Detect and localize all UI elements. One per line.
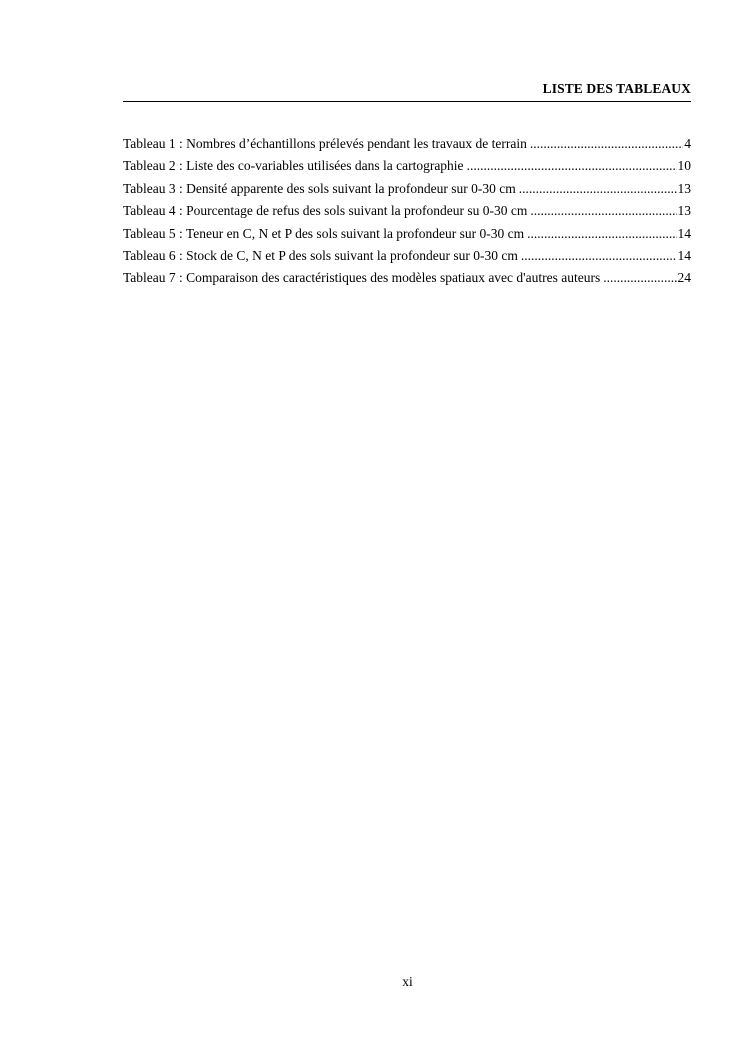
toc-entry-page: 4 [684, 136, 691, 151]
dot-leader [527, 223, 676, 245]
dot-leader [603, 267, 676, 289]
toc-entry-label: Tableau 1 : Nombres d’échantillons prélevés pendant les travaux de terrain [123, 136, 527, 151]
toc-entry[interactable] [123, 223, 691, 245]
dot-leader [519, 178, 677, 200]
page-header [123, 80, 691, 102]
toc-entry[interactable] [123, 133, 691, 155]
toc-entry-label: Tableau 3 : Densité apparente des sols suivant la profondeur sur 0-30 cm [123, 180, 516, 196]
toc-entry-page: 13 [677, 203, 691, 219]
toc-entry-page: 14 [677, 247, 691, 263]
toc-entry-page: 13 [677, 180, 691, 196]
table-list [123, 133, 691, 290]
page-number: xi [402, 974, 413, 989]
page-footer [0, 973, 745, 991]
toc-entry-label: Tableau 2 : Liste des co-variables utilisées dans la cartographie [123, 158, 464, 174]
dot-leader [467, 155, 677, 177]
toc-entry[interactable] [123, 267, 691, 289]
toc-entry[interactable] [123, 245, 691, 267]
dot-leader [530, 133, 683, 155]
toc-entry-label: Tableau 5 : Teneur en C, N et P des sols suivant la profondeur sur 0-30 cm [123, 225, 525, 241]
toc-entry[interactable] [123, 178, 691, 200]
dot-leader [530, 200, 676, 222]
toc-entry-page: 14 [677, 225, 691, 241]
toc-entry-page: 24 [677, 270, 691, 286]
toc-entry-label: Tableau 7 : Comparaison des caractéristiques des modèles spatiaux avec d'autres auteurs [123, 270, 601, 286]
toc-entry-label: Tableau 6 : Stock de C, N et P des sols suivant la profondeur sur 0-30 cm [123, 247, 518, 263]
toc-entry[interactable] [123, 155, 691, 177]
page-title: LISTE DES TABLEAUX [542, 81, 691, 96]
toc-entry[interactable] [123, 200, 691, 222]
toc-entry-page: 10 [677, 158, 691, 174]
dot-leader [521, 245, 677, 267]
toc-entry-label: Tableau 4 : Pourcentage de refus des sols suivant la profondeur su 0-30 cm [123, 203, 528, 219]
